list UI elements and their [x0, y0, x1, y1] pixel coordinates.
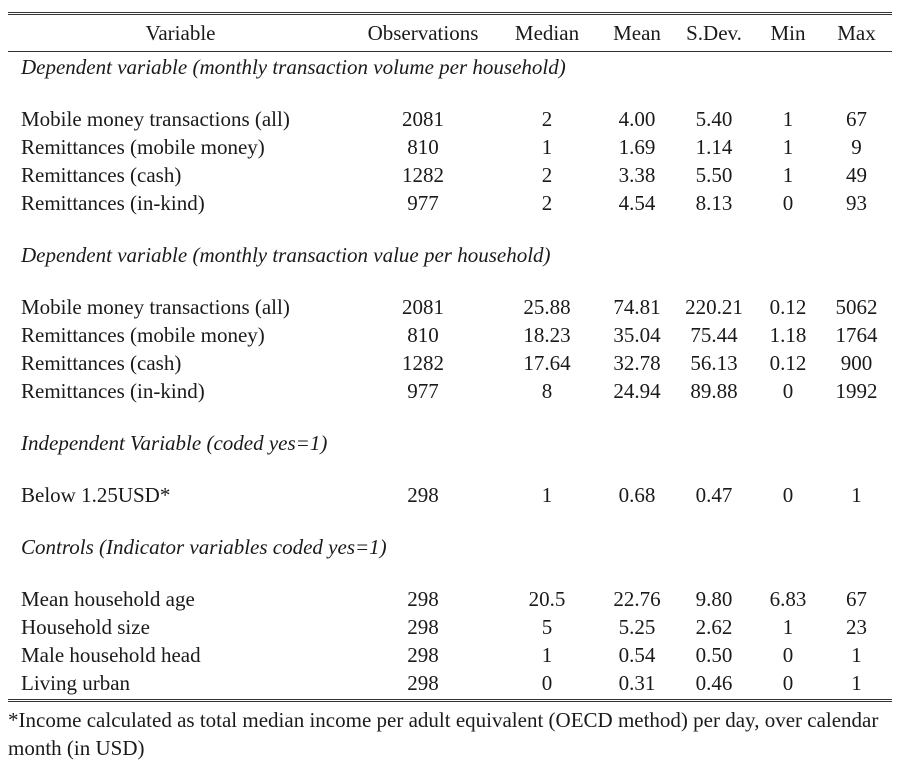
section-title: Dependent variable (monthly transaction volume per household) [21, 54, 566, 79]
cell-mean: 74.81 [613, 294, 661, 319]
section-heading-row [8, 428, 892, 458]
cell-max: 67 [846, 586, 867, 611]
cell-sdev: 1.14 [695, 134, 733, 159]
cell-sdev: 2.62 [695, 614, 733, 639]
cell-max: 93 [846, 190, 867, 215]
cell-observations: 298 [407, 670, 439, 695]
cell-min: 1 [782, 162, 794, 187]
cell-mean: 4.00 [618, 106, 656, 131]
cell-variable: Living urban [21, 670, 131, 695]
cell-sdev: 0.50 [695, 642, 733, 667]
spacer-cell [8, 270, 892, 293]
cell-variable: Male household head [21, 642, 201, 667]
table-row [8, 189, 892, 217]
cell-max: 1764 [835, 322, 878, 347]
cell-max: 1992 [835, 378, 878, 403]
cell-sdev: 5.50 [695, 162, 733, 187]
cell-sdev: 56.13 [690, 350, 738, 375]
cell-sdev: 9.80 [695, 586, 733, 611]
cell-observations: 977 [407, 190, 439, 215]
cell-max: 1 [851, 642, 862, 667]
section-spacer [8, 458, 892, 481]
table-row [8, 161, 892, 189]
cell-max: 5062 [835, 294, 878, 319]
cell-max: 49 [846, 162, 867, 187]
header-variable: Variable [145, 20, 216, 45]
table-row [8, 481, 892, 509]
cell-median: 2 [541, 190, 553, 215]
cell-variable: Remittances (mobile money) [21, 322, 265, 347]
cell-mean: 3.38 [618, 162, 656, 187]
cell-min: 1 [782, 614, 794, 639]
cell-variable: Mobile money transactions (all) [21, 106, 290, 131]
spacer-cell [8, 562, 892, 585]
cell-median: 5 [541, 614, 553, 639]
table-row [8, 377, 892, 405]
cell-observations: 2081 [402, 106, 444, 131]
cell-observations: 298 [407, 614, 439, 639]
cell-mean: 0.68 [618, 482, 656, 507]
table-row [8, 349, 892, 377]
cell-sdev: 8.13 [695, 190, 733, 215]
cell-max: 900 [840, 350, 873, 375]
cell-variable: Mobile money transactions (all) [21, 294, 290, 319]
cell-variable: Mean household age [21, 586, 195, 611]
header-median: Median [514, 20, 580, 45]
cell-median: 2 [541, 106, 553, 131]
cell-sdev: 5.40 [695, 106, 733, 131]
cell-mean: 24.94 [613, 378, 661, 403]
section-heading-row [8, 52, 892, 82]
cell-mean: 32.78 [613, 350, 661, 375]
cell-median: 2 [541, 162, 553, 187]
cell-min: 0 [782, 190, 794, 215]
cell-median: 20.5 [528, 586, 566, 611]
cell-observations: 977 [407, 378, 439, 403]
cell-mean: 5.25 [618, 614, 656, 639]
cell-median: 8 [541, 378, 553, 403]
cell-max: 1 [851, 670, 862, 695]
spacer-cell [8, 217, 892, 240]
cell-sdev: 0.47 [695, 482, 733, 507]
cell-median: 1 [541, 482, 553, 507]
section-spacer [8, 562, 892, 585]
cell-mean: 22.76 [613, 586, 661, 611]
cell-min: 0 [782, 642, 794, 667]
header-max: Max [837, 20, 876, 45]
section-spacer [8, 405, 892, 428]
summary-statistics-table [8, 15, 892, 51]
header-observations: Observations [367, 20, 479, 45]
table-row [8, 641, 892, 669]
cell-min: 1 [782, 106, 794, 131]
cell-median: 25.88 [523, 294, 571, 319]
cell-variable: Remittances (mobile money) [21, 134, 265, 159]
cell-variable: Remittances (in-kind) [21, 190, 205, 215]
cell-observations: 2081 [402, 294, 444, 319]
cell-observations: 1282 [402, 350, 444, 375]
cell-observations: 298 [407, 642, 439, 667]
cell-variable: Below 1.25USD* [21, 482, 171, 507]
cell-median: 1 [541, 642, 553, 667]
table-row [8, 321, 892, 349]
table-row [8, 613, 892, 641]
cell-median: 0 [541, 670, 553, 695]
cell-min: 6.83 [769, 586, 807, 611]
header-sdev: S.Dev. [686, 20, 742, 45]
cell-median: 1 [541, 134, 553, 159]
cell-observations: 1282 [402, 162, 444, 187]
summary-statistics-body [8, 52, 892, 697]
cell-min: 1.18 [769, 322, 807, 347]
table-bottom-rule [8, 699, 892, 702]
header-mean: Mean [613, 20, 661, 45]
cell-observations: 810 [407, 134, 439, 159]
section-heading-row [8, 532, 892, 562]
section-spacer [8, 217, 892, 240]
cell-max: 1 [851, 482, 862, 507]
spacer-cell [8, 405, 892, 428]
cell-min: 0.12 [769, 350, 807, 375]
cell-observations: 298 [407, 586, 439, 611]
spacer-cell [8, 82, 892, 105]
cell-variable: Household size [21, 614, 150, 639]
table-row [8, 669, 892, 697]
cell-median: 18.23 [523, 322, 571, 347]
section-spacer [8, 82, 892, 105]
cell-variable: Remittances (in-kind) [21, 378, 205, 403]
spacer-cell [8, 509, 892, 532]
cell-max: 9 [851, 134, 862, 159]
cell-mean: 0.31 [618, 670, 656, 695]
spacer-cell [8, 458, 892, 481]
table-row [8, 293, 892, 321]
table-header-row [8, 15, 892, 51]
table-row [8, 133, 892, 161]
header-min: Min [770, 20, 806, 45]
cell-max: 67 [846, 106, 867, 131]
cell-min: 0.12 [769, 294, 807, 319]
cell-variable: Remittances (cash) [21, 162, 182, 187]
section-spacer [8, 270, 892, 293]
cell-sdev: 89.88 [690, 378, 738, 403]
section-title: Dependent variable (monthly transaction value per household) [21, 242, 551, 267]
cell-median: 17.64 [523, 350, 571, 375]
cell-min: 1 [782, 134, 794, 159]
cell-min: 0 [782, 378, 794, 403]
table-row [8, 105, 892, 133]
cell-sdev: 0.46 [695, 670, 733, 695]
section-title: Controls (Indicator variables coded yes=1) [21, 534, 387, 559]
cell-mean: 1.69 [618, 134, 656, 159]
cell-mean: 4.54 [618, 190, 656, 215]
section-heading-row [8, 240, 892, 270]
summary-statistics-table-container [8, 12, 896, 762]
cell-observations: 298 [407, 482, 439, 507]
cell-mean: 35.04 [613, 322, 661, 347]
cell-max: 23 [846, 614, 867, 639]
cell-sdev: 220.21 [685, 294, 743, 319]
table-row [8, 585, 892, 613]
table-footnote: *Income calculated as total median income per adult equivalent (OECD method) per day, over calendar month (in USD) [8, 708, 879, 760]
cell-sdev: 75.44 [690, 322, 738, 347]
cell-min: 0 [782, 482, 794, 507]
cell-observations: 810 [407, 322, 439, 347]
cell-mean: 0.54 [618, 642, 656, 667]
section-title: Independent Variable (coded yes=1) [21, 430, 328, 455]
cell-min: 0 [782, 670, 794, 695]
cell-variable: Remittances (cash) [21, 350, 182, 375]
section-spacer [8, 509, 892, 532]
